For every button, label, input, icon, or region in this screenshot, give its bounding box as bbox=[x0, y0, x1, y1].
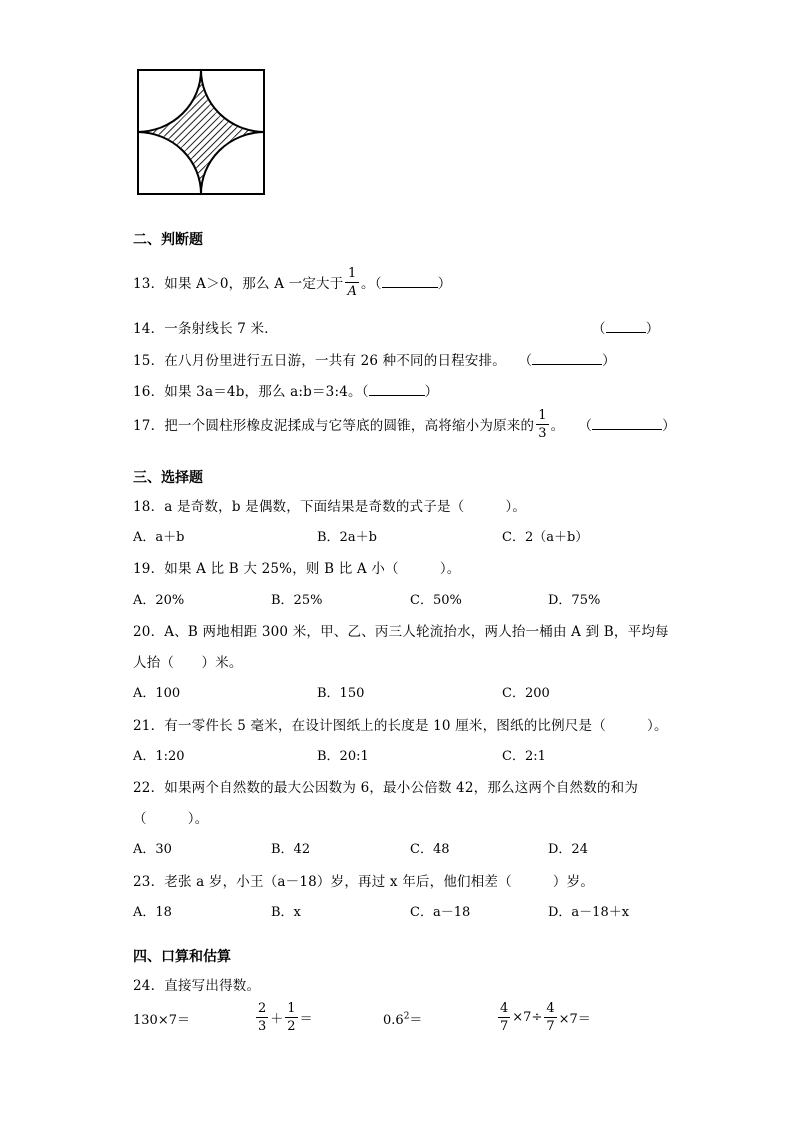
calc-1: 130×7＝ bbox=[133, 1013, 190, 1028]
geometry-figure bbox=[130, 64, 272, 198]
q22-option-d[interactable]: D．24 bbox=[548, 842, 588, 857]
question-20-line1: 20．A、B 两地相距 300 米，甲、乙、丙三人轮流抬水，两人抬一桶由 A 到 B，平均每 bbox=[133, 624, 669, 640]
calc-2: $\frac{2}{3}$ ＋ $\frac{1}{2}$ ＝ bbox=[258, 1000, 313, 1034]
q20-option-b[interactable]: B．150 bbox=[317, 686, 365, 701]
q23-option-d[interactable]: D．a－18＋x bbox=[548, 905, 630, 920]
question-14: 14．一条射线长 7 米． bbox=[133, 321, 278, 337]
q21-option-a[interactable]: A．1:20 bbox=[133, 749, 185, 764]
question-20-line2: 人抬（ ）米。 bbox=[133, 655, 243, 671]
q18-option-a[interactable]: A．a＋b bbox=[133, 530, 185, 545]
q22-option-a[interactable]: A．30 bbox=[133, 842, 172, 857]
answer-blank[interactable] bbox=[592, 419, 662, 430]
answer-blank[interactable] bbox=[382, 277, 438, 288]
question-19: 19．如果 A 比 B 大 25%，则 B 比 A 小（ ）。 bbox=[133, 561, 461, 577]
question-15: 15．在八月份里进行五日游，一共有 26 种不同的日程安排。 （ ） bbox=[133, 353, 616, 369]
q21-option-b[interactable]: B．20:1 bbox=[317, 749, 369, 764]
section-2-heading: 二、判断题 bbox=[133, 232, 203, 248]
answer-blank[interactable] bbox=[369, 385, 425, 396]
question-16: 16．如果 3a＝4b，那么 a:b＝3:4。（ ） bbox=[133, 384, 439, 400]
q19-option-d[interactable]: D．75% bbox=[548, 593, 601, 608]
answer-blank[interactable] bbox=[532, 354, 602, 365]
fraction-1-over-3: $\frac{1}{3}$ bbox=[538, 407, 547, 441]
fraction-1-over-2: $\frac{1}{2}$ bbox=[287, 1000, 296, 1034]
q21-option-c[interactable]: C．2:1 bbox=[502, 749, 546, 764]
fraction-1-over-A: $\frac{1}{A}$ bbox=[347, 265, 358, 299]
answer-blank[interactable] bbox=[606, 322, 646, 333]
q19-option-a[interactable]: A．20% bbox=[133, 593, 185, 608]
section-4-heading: 四、口算和估算 bbox=[133, 949, 231, 965]
question-21: 21．有一零件长 5 毫米，在设计图纸上的长度是 10 厘米，图纸的比例尺是（ ）。 bbox=[133, 718, 668, 734]
q23-option-b[interactable]: B．x bbox=[271, 905, 301, 920]
q18-option-b[interactable]: B．2a＋b bbox=[317, 530, 377, 545]
question-18: 18．a 是奇数，b 是偶数，下面结果是奇数的式子是（ ）。 bbox=[133, 499, 527, 515]
q22-option-b[interactable]: B．42 bbox=[271, 842, 311, 857]
q19-option-c[interactable]: C．50% bbox=[410, 593, 462, 608]
q23-option-c[interactable]: C．a－18 bbox=[410, 905, 471, 920]
question-17: 17．把一个圆柱形橡皮泥揉成与它等底的圆锥，高将缩小为原来的 $\frac{1}{3}$ 。 （ ） bbox=[133, 407, 676, 441]
q19-option-b[interactable]: B．25% bbox=[271, 593, 323, 608]
q18-option-c[interactable]: C．2（a＋b） bbox=[502, 530, 589, 545]
calc-3: $0.6^2=$ bbox=[383, 1011, 423, 1028]
fraction-4-over-7-b: $\frac{4}{7}$ bbox=[546, 1000, 555, 1034]
question-24: 24．直接写出得数。 bbox=[133, 978, 261, 994]
question-23: 23．老张 a 岁，小王（a－18）岁，再过 x 年后，他们相差（ ）岁。 bbox=[133, 874, 595, 890]
q20-option-a[interactable]: A．100 bbox=[133, 686, 181, 701]
q23-option-a[interactable]: A．18 bbox=[133, 905, 172, 920]
question-22-line2: （ ）。 bbox=[133, 811, 209, 827]
fraction-4-over-7-a: $\frac{4}{7}$ bbox=[500, 1000, 509, 1034]
calc-4: $\frac{4}{7}$ ×7÷ $\frac{4}{7}$ ×7＝ bbox=[500, 1000, 591, 1034]
answer-paren-14: （ ） bbox=[592, 321, 660, 337]
section-3-heading: 三、选择题 bbox=[133, 470, 203, 486]
question-22-line1: 22．如果两个自然数的最大公因数为 6，最小公倍数 42，那么这两个自然数的和为 bbox=[133, 780, 639, 796]
q22-option-c[interactable]: C．48 bbox=[410, 842, 450, 857]
question-13: 13．如果 A＞0，那么 A 一定大于 $\frac{1}{A}$ 。（ ） bbox=[133, 265, 452, 299]
fraction-2-over-3: $\frac{2}{3}$ bbox=[258, 1000, 267, 1034]
q20-option-c[interactable]: C．200 bbox=[502, 686, 550, 701]
